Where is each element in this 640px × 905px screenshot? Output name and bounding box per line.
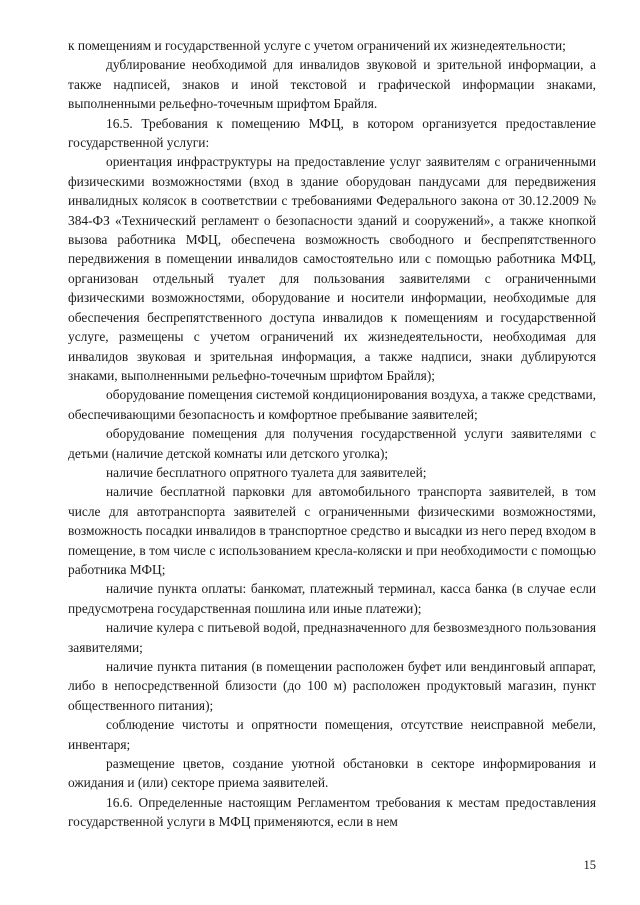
paragraph-water-cooler: наличие кулера с питьевой водой, предназначенного для безвозмездного пользования заявителями; (68, 620, 596, 655)
paragraph-infrastructure: ориентация инфраструктуры на предоставление услуг заявителям с ограниченными физическими возможностями (вход в здание оборудован пандусами для передвижения инвалидных колясок в соответствии с требованиями Федерального закона от 30.12.2009 № 384-ФЗ «Технический регламент о безопасности зданий и сооружений», а также кнопкой вызова работника МФЦ, обеспечена возможность свободного и беспрепятственного передвижения в помещении инвалидов самостоятельно или с помощью работника МФЦ, организован отдельный туалет для пользования заявителями с ограниченными физическими возможностями, оборудование и носители информации, необходимые для обеспечения беспрепятственного доступа инвалидов к помещениям и государственной услуге, размещены с учетом ограничений их жизнедеятельности, необходимая для инвалидов звуковая и зрительная информация, а также надписи, знаки дублируются знаками, выполненными рельефно-точечным шрифтом Брайля); (68, 154, 596, 383)
paragraph-parking: наличие бесплатной парковки для автомобильного транспорта заявителей, в том числе для автотранспорта заявителей с ограниченными физическими возможностями, возможность посадки инвалидов в транспортное средство и высадки из него перед входом в помещение, в том числе с использованием кресла-коляски и при необходимости с помощью работника МФЦ; (68, 484, 596, 577)
paragraph-cleanliness: соблюдение чистоты и опрятности помещения, отсутствие неисправной мебели, инвентаря; (68, 717, 596, 752)
paragraph-payment-point: наличие пункта оплаты: банкомат, платежный терминал, касса банка (в случае если предусмотрена государственная пошлина или иные платежи); (68, 581, 596, 616)
paragraph-section-16-5: 16.5. Требования к помещению МФЦ, в котором организуется предоставление государственной услуги: (68, 115, 596, 151)
paragraph-food-point: наличие пункта питания (в помещении расположен буфет или вендинговый аппарат, либо в непосредственной близости (до 100 м) расположен продуктовый магазин, пункт общественного питания); (68, 659, 596, 713)
paragraph-continuation: к помещениям и государственной услуге с учетом ограничений их жизнедеятельности; (68, 38, 566, 53)
paragraph-toilet: наличие бесплатного опрятного туалета для заявителей; (106, 464, 427, 480)
paragraph-air-conditioning: оборудование помещения системой кондиционирования воздуха, а также средствами, обеспечивающими безопасность и комфортное пребывание заявителей; (68, 387, 596, 422)
paragraph-section-16-6: 16.6. Определенные настоящим Регламентом требования к местам предоставления государственной услуги в МФЦ применяются, если в нем (68, 794, 596, 830)
paragraph-flowers: размещение цветов, создание уютной обстановки в секторе информирования и ожидания и (или) секторе приема заявителей. (68, 756, 596, 791)
body-text (68, 36, 596, 832)
page-number: 15 (583, 858, 596, 872)
paragraph-children-room: оборудование помещения для получения государственной услуги заявителями с детьми (наличие детской комнаты или детского уголка); (68, 426, 596, 461)
paragraph-braille-duplication: дублирование необходимой для инвалидов звуковой и зрительной информации, а также надписей, знаков и иной текстовой и графической информации знаками, выполненными рельефно-точечным шрифтом Брайля. (68, 57, 596, 112)
